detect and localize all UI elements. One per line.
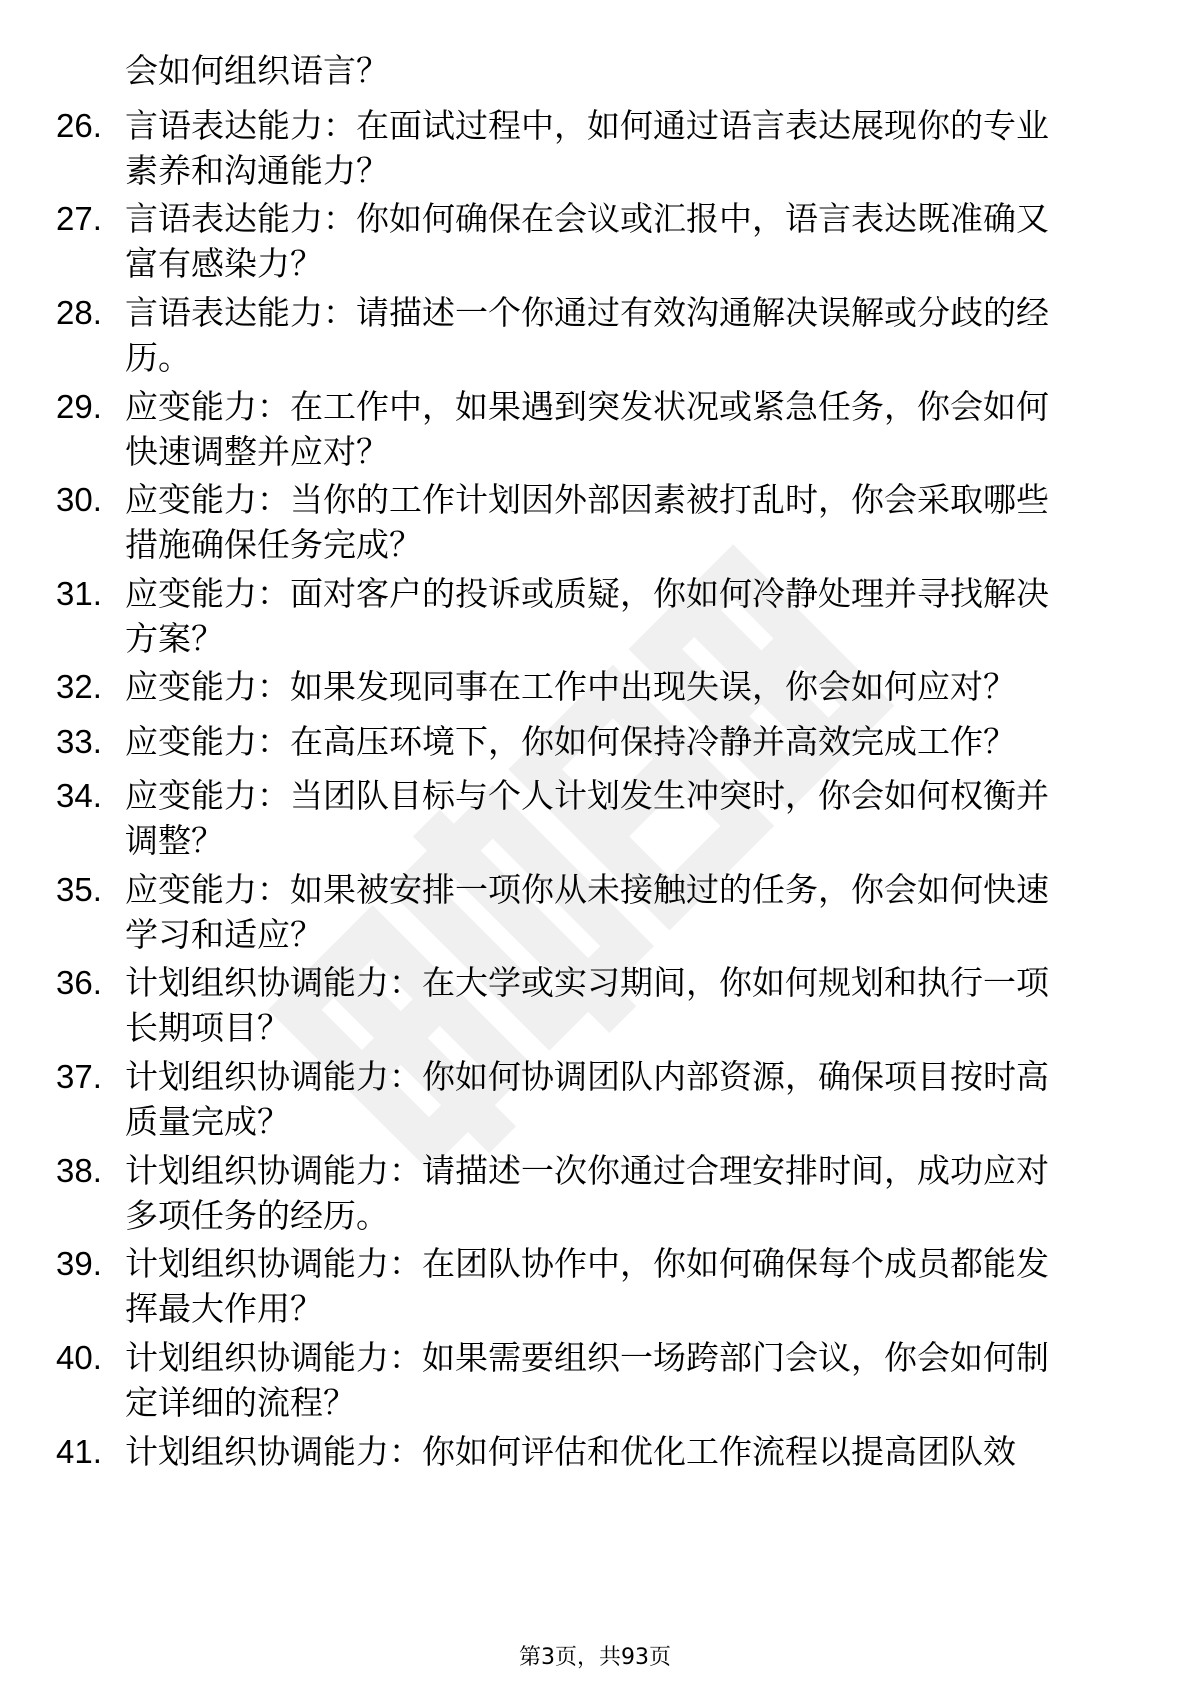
question-number: 32. bbox=[56, 668, 102, 705]
question-text-line: 学习和适应？ bbox=[125, 915, 323, 954]
question-text bbox=[125, 719, 1110, 764]
question-number: 28. bbox=[56, 294, 102, 331]
question-text-line: 质量完成？ bbox=[125, 1102, 290, 1141]
question-text bbox=[125, 1335, 1110, 1425]
question-text bbox=[125, 773, 1110, 863]
question-text-line: 言语表达能力：你如何确保在会议或汇报中，语言表达既准确又 bbox=[125, 199, 1049, 238]
question-number: 30. bbox=[56, 481, 102, 518]
question-number: 27. bbox=[56, 200, 102, 237]
question-number: 37. bbox=[56, 1058, 102, 1095]
question-text-line: 计划组织协调能力：在大学或实习期间，你如何规划和执行一项 bbox=[125, 963, 1049, 1002]
question-text-line: 应变能力：面对客户的投诉或质疑，你如何冷静处理并寻找解决 bbox=[125, 574, 1049, 613]
question-text-line: 言语表达能力：请描述一个你通过有效沟通解决误解或分歧的经 bbox=[125, 293, 1049, 332]
question-text bbox=[125, 384, 1110, 474]
question-text-line: 定详细的流程？ bbox=[125, 1383, 356, 1422]
question-number: 36. bbox=[56, 964, 102, 1001]
page-footer: 第3页，共93页 bbox=[519, 1645, 671, 1670]
question-number: 38. bbox=[56, 1152, 102, 1189]
question-text bbox=[125, 571, 1110, 661]
question-text-line: 富有感染力？ bbox=[125, 244, 323, 283]
question-number: 34. bbox=[56, 777, 102, 814]
question-text bbox=[125, 477, 1110, 567]
question-text-line: 历。 bbox=[125, 338, 191, 377]
question-text-line: 应变能力：在工作中，如果遇到突发状况或紧急任务，你会如何 bbox=[125, 387, 1049, 426]
question-text-line: 应变能力：在高压环境下，你如何保持冷静并高效完成工作？ bbox=[125, 722, 1016, 761]
question-text-line: 多项任务的经历。 bbox=[125, 1196, 389, 1235]
question-text-line: 挥最大作用？ bbox=[125, 1289, 323, 1328]
question-text bbox=[125, 664, 1110, 709]
question-text-line: 计划组织协调能力：你如何协调团队内部资源，确保项目按时高 bbox=[125, 1057, 1049, 1096]
question-text bbox=[125, 103, 1110, 193]
question-number: 41. bbox=[56, 1433, 102, 1470]
question-text bbox=[125, 960, 1110, 1050]
question-text bbox=[125, 1429, 1110, 1474]
question-text bbox=[125, 196, 1110, 286]
question-text-line: 应变能力：如果发现同事在工作中出现失误，你会如何应对？ bbox=[125, 667, 1016, 706]
question-number: 35. bbox=[56, 871, 102, 908]
question-text-line: 应变能力：当团队目标与个人计划发生冲突时，你会如何权衡并 bbox=[125, 776, 1049, 815]
question-text-line: 计划组织协调能力：如果需要组织一场跨部门会议，你会如何制 bbox=[125, 1338, 1049, 1377]
question-number: 31. bbox=[56, 575, 102, 612]
question-text-line: 措施确保任务完成？ bbox=[125, 525, 422, 564]
question-text bbox=[125, 290, 1110, 380]
question-text-line: 应变能力：当你的工作计划因外部因素被打乱时，你会采取哪些 bbox=[125, 480, 1049, 519]
question-number: 40. bbox=[56, 1339, 102, 1376]
question-number: 39. bbox=[56, 1245, 102, 1282]
question-text-line: 方案？ bbox=[125, 619, 224, 658]
question-text bbox=[125, 1148, 1110, 1238]
question-number: 33. bbox=[56, 723, 102, 760]
question-number: 26. bbox=[56, 107, 102, 144]
question-text-line: 言语表达能力：在面试过程中，如何通过语言表达展现你的专业 bbox=[125, 106, 1049, 145]
question-text bbox=[125, 1241, 1110, 1331]
question-number: 29. bbox=[56, 388, 102, 425]
question-text-line: 调整？ bbox=[125, 821, 224, 860]
question-text-line: 计划组织协调能力：请描述一次你通过合理安排时间，成功应对 bbox=[125, 1151, 1049, 1190]
question-text bbox=[125, 1054, 1110, 1144]
question-text-line: 素养和沟通能力？ bbox=[125, 151, 389, 190]
question-text-line: 快速调整并应对？ bbox=[125, 432, 389, 471]
question-text-line: 计划组织协调能力：在团队协作中，你如何确保每个成员都能发 bbox=[125, 1244, 1049, 1283]
question-text-line: 长期项目？ bbox=[125, 1008, 290, 1047]
question-text-line: 计划组织协调能力：你如何评估和优化工作流程以提高团队效 bbox=[125, 1432, 1016, 1471]
continuation-line: 会如何组织语言？ bbox=[125, 51, 389, 90]
question-text bbox=[125, 867, 1110, 957]
question-text-line: 应变能力：如果被安排一项你从未接触过的任务，你会如何快速 bbox=[125, 870, 1049, 909]
